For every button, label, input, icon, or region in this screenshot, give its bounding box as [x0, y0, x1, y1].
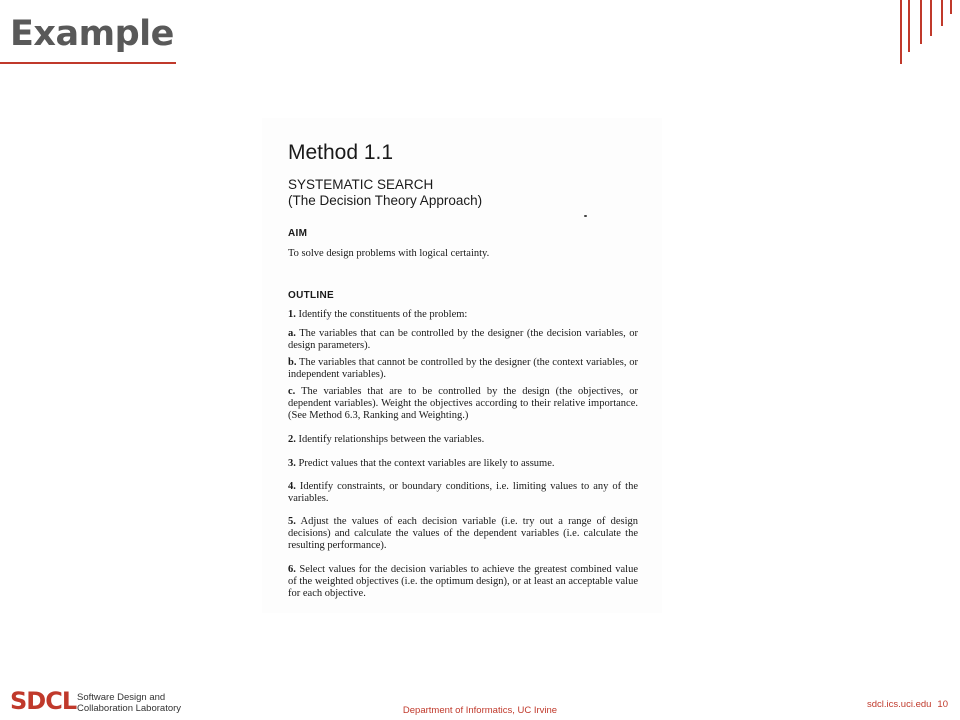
page-number: 10 [937, 699, 948, 710]
outline-step: b. The variables that cannot be controlled by the designer (the context variables, or independent variables). [288, 357, 638, 381]
department-name: Department of Informatics, UC Irvine [402, 705, 558, 716]
aim-text: To solve design problems with logical certainty. [288, 248, 490, 259]
outline-step: 2. Identify relationships between the variables. [288, 434, 485, 445]
lab-name-line: Software Design and [77, 692, 166, 703]
lab-name-line: Collaboration Laboratory [77, 703, 182, 714]
outline-step: a. The variables that can be controlled by the designer (the decision variables, or design parameters). [288, 328, 638, 352]
scan-speck [584, 215, 587, 217]
outline-step: 6. Select values for the decision variables to achieve the greatest combined value of the weighted objectives (i.e. the optimum design), or at least an acceptable value for each objective. [288, 564, 638, 600]
footer-url-group [867, 699, 948, 710]
slide-title: Example [10, 14, 174, 54]
aim-label: AIM [288, 228, 308, 239]
scanned-document [262, 118, 662, 613]
website-url: sdcl.ics.uci.edu [867, 699, 932, 710]
outline-step: c. The variables that are to be controlled by the design (the objectives, or dependent variables). Weight the objectives according to their relative importance. (See Method 6.3, Ranking and Weighting.) [288, 386, 638, 422]
document-subtitle-approach: (The Decision Theory Approach) [288, 193, 483, 208]
outline-label: OUTLINE [288, 290, 334, 301]
outline-step: 1. Identify the constituents of the problem: [288, 309, 468, 320]
sdcl-logo: SDCL [10, 687, 77, 715]
outline-step: 3. Predict values that the context variables are likely to assume. [288, 458, 555, 469]
outline-step: 4. Identify constraints, or boundary conditions, i.e. limiting values to any of the variables. [288, 481, 638, 505]
corner-decoration [900, 0, 960, 70]
outline-step: 5. Adjust the values of each decision variable (i.e. try out a range of design decisions) and calculate the values of the dependent variables (i.e. calculate the resulting performance). [288, 516, 638, 552]
document-heading: Method 1.1 [288, 141, 394, 164]
document-subtitle: SYSTEMATIC SEARCH [288, 177, 434, 192]
title-underline [0, 62, 176, 64]
